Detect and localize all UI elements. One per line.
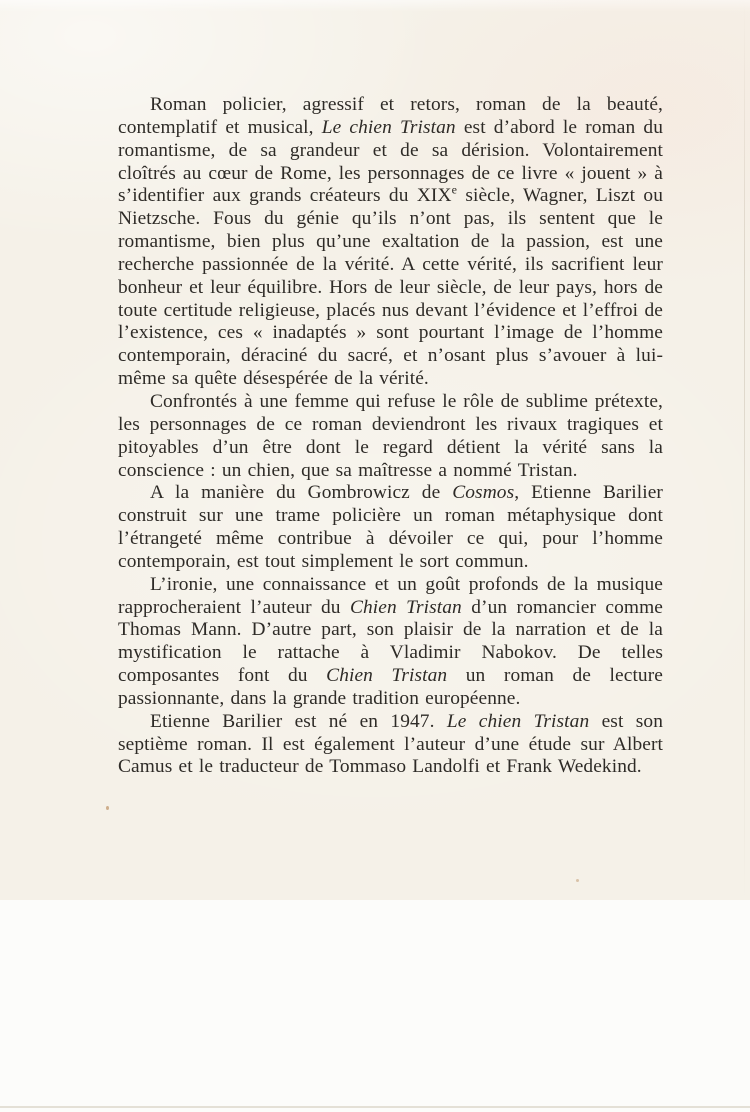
text-run: , Etienne Barilier construit sur une trame policière un roman métaphysique dont l’étrangeté même contribue à dévoiler ce qui, pour l’homme contemporain, est tout simplement le sort commun.	[118, 482, 663, 572]
paragraph	[118, 711, 663, 780]
text-run: est d’abord le roman du romantisme, de sa grandeur et de sa dérision. Volontairement cloîtrés au cœur de Rome, les personnages de ce livre « jouent » à s’identifier aux grands créateurs du XIX	[118, 116, 663, 207]
paragraph	[118, 482, 663, 573]
paper-speck	[576, 879, 579, 882]
paragraph	[118, 391, 663, 482]
text-run: A la manière du Gombrowicz de	[150, 482, 453, 504]
paragraph	[118, 94, 663, 391]
blurb-text-block	[118, 94, 663, 779]
text-run: d’un romancier comme Thomas Mann. D’autre part, son plaisir de la narration et de la mystification le rattache à Vladimir Nabokov. De telles composantes font du	[118, 596, 663, 687]
text-run: est son septième roman. Il est également l’auteur d’une étude sur Albert Camus et le traducteur de Tommaso Landolfi et Frank Wedekind.	[118, 710, 663, 778]
page-edge-line	[0, 1106, 750, 1108]
italic-text-run: Chien Tristan	[326, 665, 448, 687]
text-run: Etienne Barilier est né en 1947.	[150, 710, 447, 732]
italic-text-run: Cosmos	[452, 482, 515, 504]
italic-text-run: Le chien Tristan	[446, 710, 590, 732]
paper-speck	[106, 806, 109, 810]
text-run: un roman de lecture passionnante, dans la grande tradition européenne.	[118, 665, 663, 709]
text-run: L’ironie, une connaissance et un goût profonds de la musique rapprocheraient l’auteur du	[118, 573, 663, 618]
text-run: Roman policier, agressif et retors, roman de la beauté, contemplatif et musical,	[118, 94, 663, 138]
italic-text-run: Le chien Tristan	[321, 116, 456, 138]
paper-crease	[744, 0, 745, 900]
text-run: siècle, Wagner, Liszt ou Nietzsche. Fous du génie qu’ils n’ont pas, ils sentent que le romantisme, bien plus qu’une exaltation de la passion, est une recherche passionnée de la vérité. A cette vérité, ils sacrifient leur bonheur et leur équilibre. Hors de leur siècle, de leur pays, hors de toute certitude religieuse, placés nus devant l’évidence et l’effroi de l’existence, ces « inadaptés » sont pourtant l’image de l’homme contemporain, déraciné du sacré, et n’osant plus s’avouer à lui-même sa quête désespérée de la vérité.	[118, 185, 664, 390]
italic-text-run: Chien Tristan	[349, 596, 462, 618]
text-run: Confrontés à une femme qui refuse le rôle de sublime prétexte, les personnages de ce roman deviendront les rivaux tragiques et pitoyables d’un être dont le regard détient la vérité sans la conscience : un chien, que sa maîtresse a nommé Tristan.	[118, 390, 663, 481]
scanner-white-band	[0, 900, 750, 1112]
paragraph	[118, 574, 663, 711]
superscript-run: e	[451, 182, 458, 197]
